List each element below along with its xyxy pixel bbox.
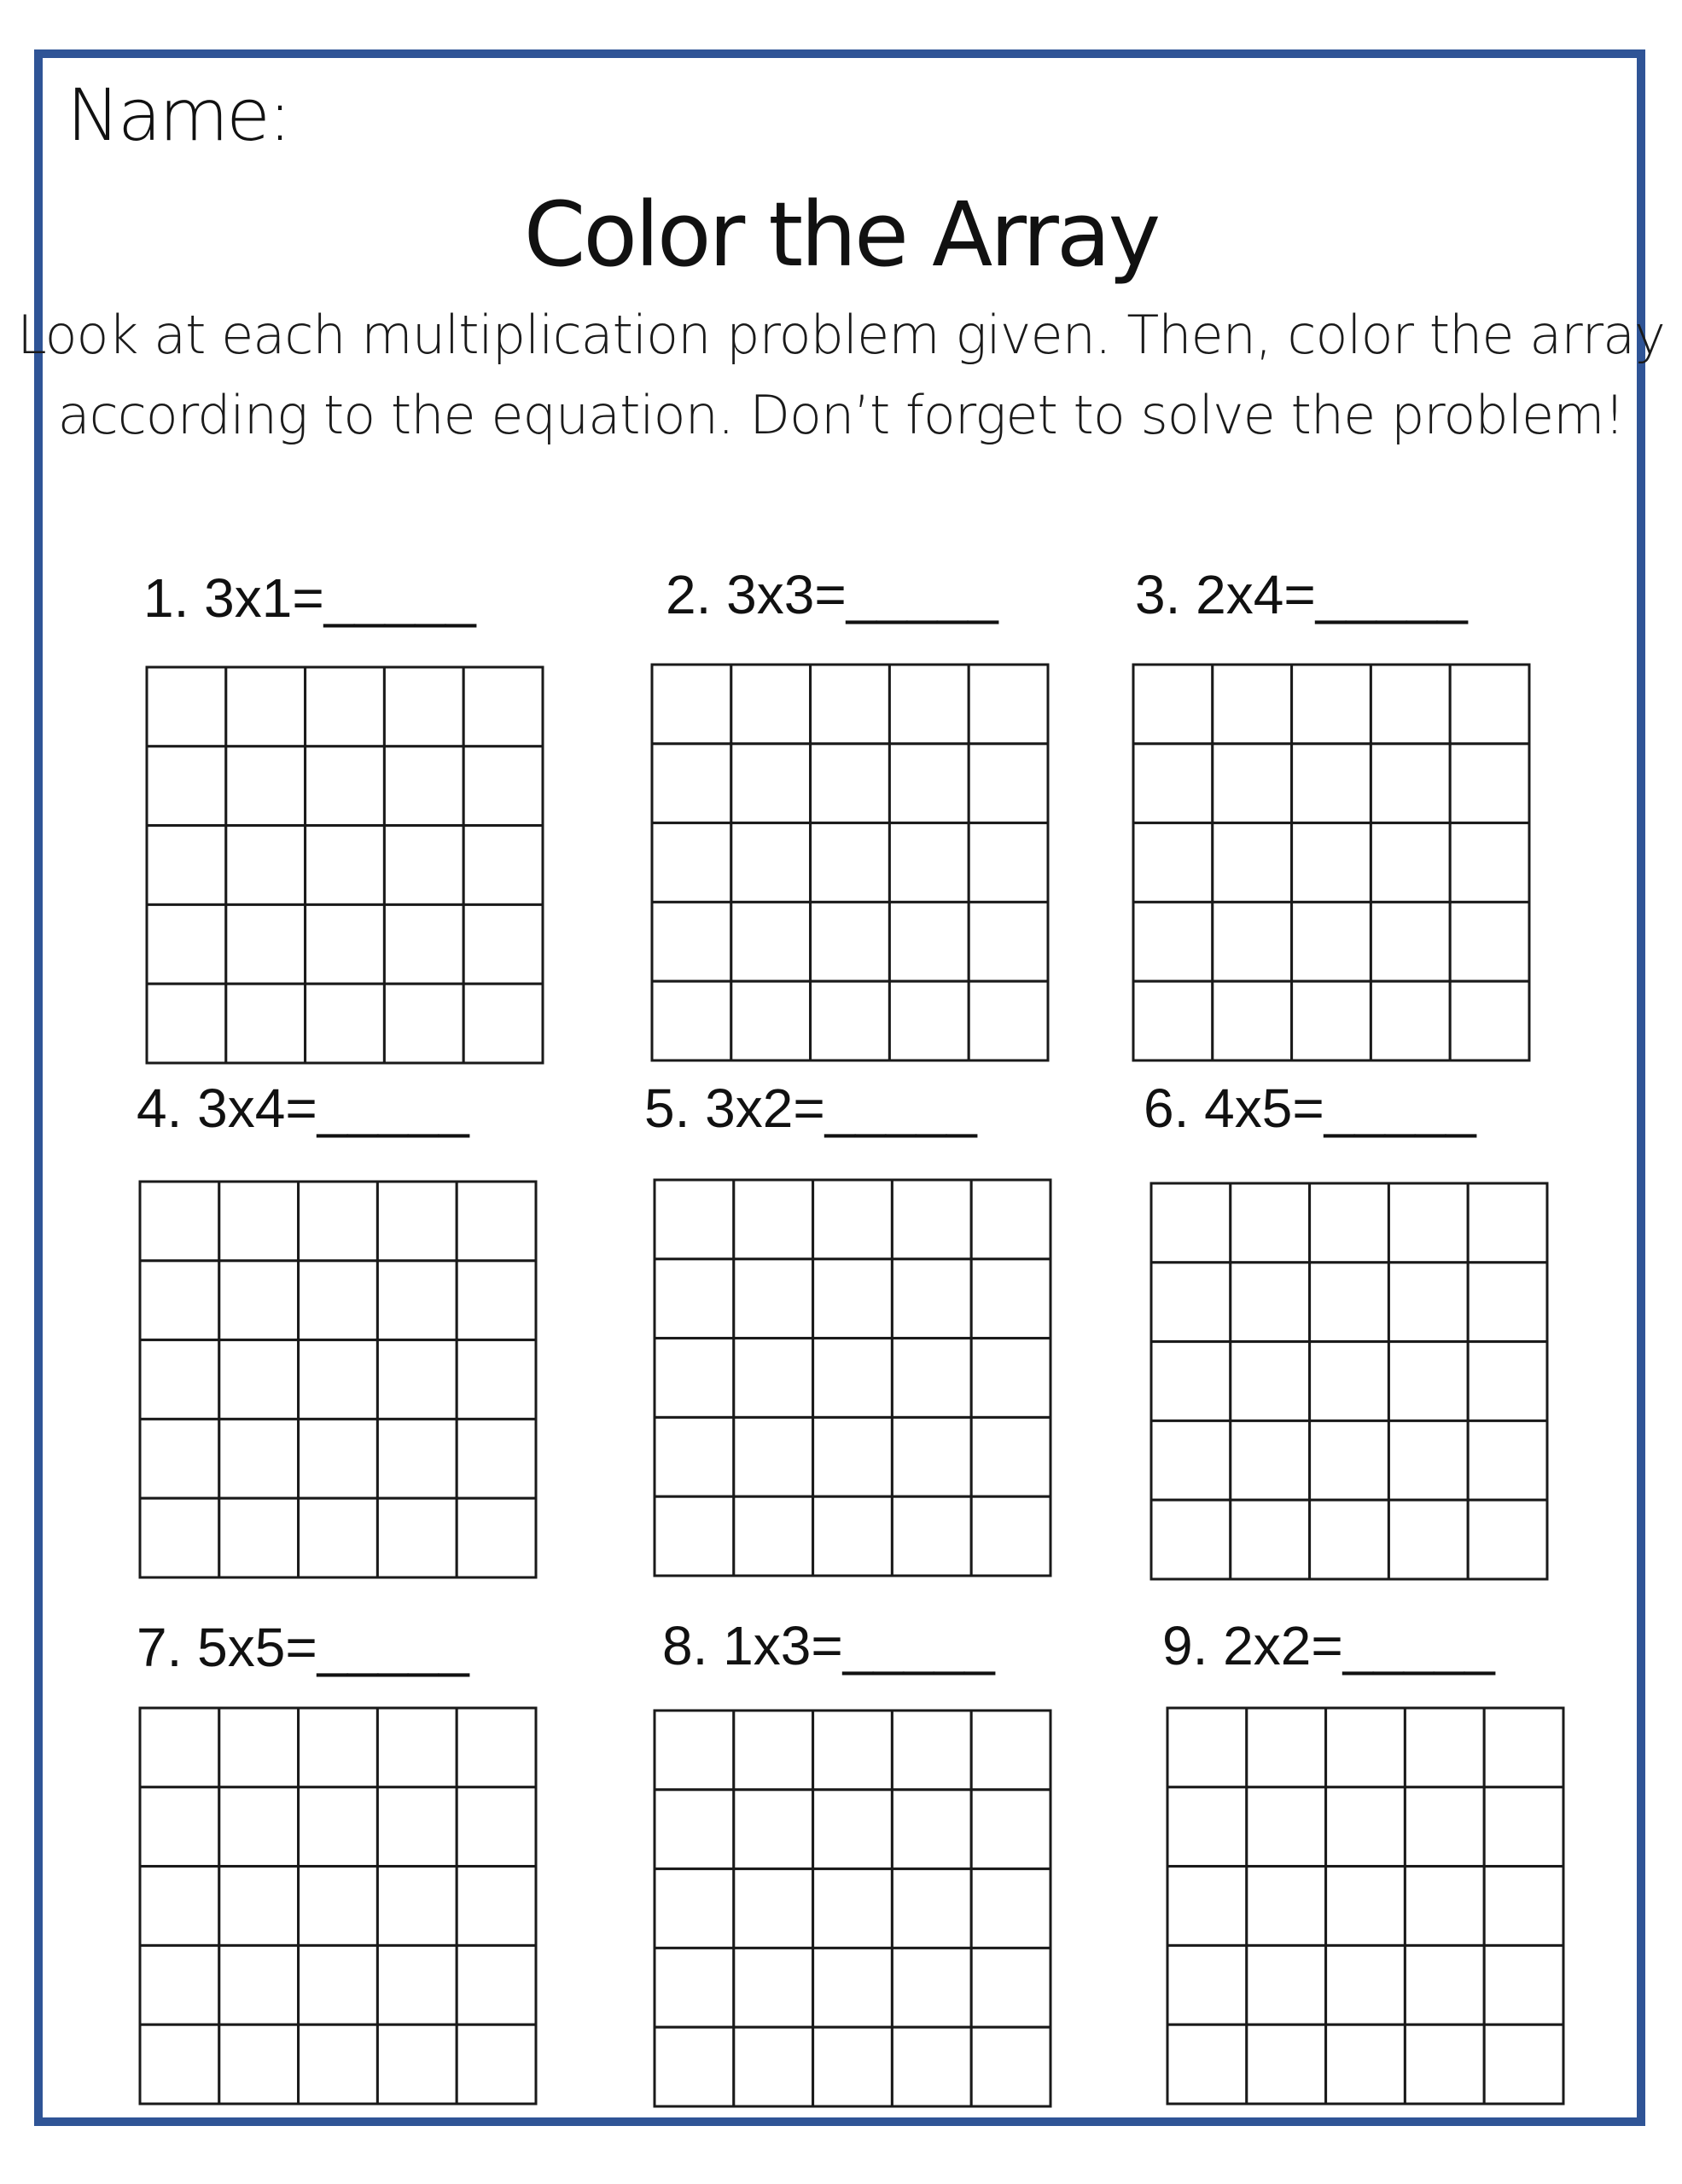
array-cell[interactable] [655, 1180, 734, 1259]
instructions-line-2: according to the equation. Don’t forget to solve the problem! [57, 384, 1625, 446]
array-cell[interactable] [1326, 1787, 1406, 1867]
array-cell[interactable] [889, 744, 969, 823]
array-cell[interactable] [1213, 744, 1292, 823]
array-cell[interactable] [1247, 1945, 1326, 2024]
array-cell[interactable] [226, 904, 306, 984]
problem-5-label: 5. 3x2=_____ [644, 1077, 977, 1139]
array-cell[interactable] [306, 746, 385, 826]
array-cell[interactable] [226, 746, 306, 826]
array-cell[interactable] [813, 1790, 893, 1869]
array-cell[interactable] [813, 1869, 893, 1949]
array-cell[interactable] [971, 1790, 1051, 1869]
array-cell[interactable] [457, 1182, 536, 1261]
array-cell[interactable] [813, 1711, 893, 1790]
array-cell[interactable] [1484, 1945, 1563, 2024]
array-cell[interactable] [1151, 1183, 1231, 1263]
array-cell[interactable] [731, 981, 811, 1060]
array-cell[interactable] [1133, 665, 1213, 744]
array-cell[interactable] [969, 823, 1048, 903]
array-cell[interactable] [1371, 744, 1450, 823]
array-cell[interactable] [463, 667, 543, 746]
array-grid-8[interactable] [653, 1709, 1052, 2108]
array-cell[interactable] [219, 1945, 299, 2024]
array-grid-svg [138, 1180, 538, 1579]
array-cell[interactable] [1450, 981, 1529, 1060]
array-grid-svg [653, 1709, 1052, 2108]
array-cell[interactable] [1151, 1342, 1231, 1421]
array-cell[interactable] [299, 1261, 378, 1340]
array-cell[interactable] [306, 826, 385, 905]
array-cell[interactable] [226, 826, 306, 905]
array-cell[interactable] [1231, 1420, 1310, 1500]
array-cell[interactable] [457, 2024, 536, 2104]
instructions-line-1: Look at each multiplication problem given. Then, color the array [17, 304, 1665, 366]
array-grid-svg [1149, 1182, 1549, 1581]
array-cell[interactable] [1388, 1342, 1468, 1421]
array-cell[interactable] [655, 1711, 734, 1790]
array-cell[interactable] [1405, 1867, 1484, 1946]
array-grid-svg [650, 663, 1050, 1062]
array-cell[interactable] [1310, 1342, 1389, 1421]
array-cell[interactable] [377, 1498, 457, 1577]
array-cell[interactable] [655, 1496, 734, 1576]
array-cell[interactable] [1450, 744, 1529, 823]
array-cell[interactable] [1247, 1867, 1326, 1946]
array-cell[interactable] [1310, 1500, 1389, 1579]
array-cell[interactable] [731, 902, 811, 981]
array-cell[interactable] [1388, 1183, 1468, 1263]
array-cell[interactable] [377, 1945, 457, 2024]
array-cell[interactable] [892, 1711, 971, 1790]
array-cell[interactable] [969, 902, 1048, 981]
array-cell[interactable] [892, 1948, 971, 2027]
array-cell[interactable] [219, 1261, 299, 1340]
array-cell[interactable] [734, 2027, 813, 2106]
array-cell[interactable] [299, 1708, 378, 1787]
array-cell[interactable] [384, 826, 463, 905]
array-cell[interactable] [1468, 1500, 1547, 1579]
array-cell[interactable] [655, 1948, 734, 2027]
array-cell[interactable] [306, 667, 385, 746]
array-cell[interactable] [892, 1790, 971, 1869]
array-cell[interactable] [219, 2024, 299, 2104]
array-grid-svg [138, 1706, 538, 2106]
array-cell[interactable] [1292, 744, 1371, 823]
array-cell[interactable] [384, 667, 463, 746]
array-cell[interactable] [1468, 1183, 1547, 1263]
array-cell[interactable] [1405, 1708, 1484, 1787]
array-cell[interactable] [734, 1790, 813, 1869]
array-cell[interactable] [1484, 1787, 1563, 1867]
array-cell[interactable] [734, 1180, 813, 1259]
array-cell[interactable] [140, 2024, 219, 2104]
array-cell[interactable] [1151, 1500, 1231, 1579]
array-cell[interactable] [1326, 1708, 1406, 1787]
array-cell[interactable] [889, 981, 969, 1060]
array-cell[interactable] [147, 904, 226, 984]
array-cell[interactable] [1388, 1500, 1468, 1579]
array-cell[interactable] [1133, 902, 1213, 981]
array-cell[interactable] [652, 744, 731, 823]
array-cell[interactable] [1133, 744, 1213, 823]
array-cell[interactable] [306, 904, 385, 984]
problem-6-label: 6. 4x5=_____ [1144, 1077, 1476, 1139]
array-cell[interactable] [147, 984, 226, 1063]
array-cell[interactable] [377, 1419, 457, 1498]
array-cell[interactable] [1468, 1420, 1547, 1500]
array-cell[interactable] [457, 1340, 536, 1420]
array-cell[interactable] [971, 1948, 1051, 2027]
problem-1-label: 1. 3x1=_____ [143, 567, 476, 629]
array-cell[interactable] [1310, 1263, 1389, 1342]
array-cell[interactable] [813, 1496, 893, 1576]
problem-8-label: 8. 1x3=_____ [662, 1615, 995, 1676]
array-cell[interactable] [1326, 1867, 1406, 1946]
problem-7-label: 7. 5x5=_____ [137, 1617, 469, 1678]
array-cell[interactable] [219, 1340, 299, 1420]
array-cell[interactable] [384, 904, 463, 984]
array-cell[interactable] [1151, 1420, 1231, 1500]
array-cell[interactable] [971, 2027, 1051, 2106]
array-cell[interactable] [1292, 981, 1371, 1060]
array-cell[interactable] [463, 904, 543, 984]
array-cell[interactable] [655, 1790, 734, 1869]
array-cell[interactable] [652, 981, 731, 1060]
array-grid-7[interactable] [138, 1706, 538, 2106]
array-cell[interactable] [734, 1259, 813, 1339]
array-cell[interactable] [892, 1496, 971, 1576]
array-cell[interactable] [892, 1180, 971, 1259]
array-cell[interactable] [655, 1869, 734, 1949]
array-cell[interactable] [306, 984, 385, 1063]
array-cell[interactable] [140, 1182, 219, 1261]
array-cell[interactable] [299, 1787, 378, 1867]
array-cell[interactable] [969, 981, 1048, 1060]
array-cell[interactable] [226, 667, 306, 746]
array-cell[interactable] [1292, 823, 1371, 903]
array-cell[interactable] [892, 1339, 971, 1418]
problem-9-label: 9. 2x2=_____ [1162, 1615, 1495, 1676]
array-cell[interactable] [734, 1496, 813, 1576]
array-cell[interactable] [1151, 1263, 1231, 1342]
array-cell[interactable] [971, 1496, 1051, 1576]
array-cell[interactable] [892, 1417, 971, 1496]
array-cell[interactable] [655, 1417, 734, 1496]
array-cell[interactable] [731, 744, 811, 823]
array-cell[interactable] [1133, 981, 1213, 1060]
array-cell[interactable] [140, 1261, 219, 1340]
array-grid-2[interactable] [650, 663, 1050, 1062]
array-cell[interactable] [1468, 1263, 1547, 1342]
array-cell[interactable] [463, 746, 543, 826]
array-cell[interactable] [140, 1419, 219, 1498]
array-cell[interactable] [299, 1340, 378, 1420]
array-cell[interactable] [652, 823, 731, 903]
array-grid-svg [1166, 1706, 1565, 2106]
array-cell[interactable] [457, 1708, 536, 1787]
array-cell[interactable] [811, 665, 890, 744]
array-cell[interactable] [892, 2027, 971, 2106]
array-grid-5[interactable] [653, 1178, 1052, 1577]
array-cell[interactable] [1326, 1945, 1406, 2024]
array-cell[interactable] [813, 1339, 893, 1418]
array-cell[interactable] [1167, 1787, 1247, 1867]
array-cell[interactable] [1326, 2024, 1406, 2104]
array-cell[interactable] [811, 744, 890, 823]
array-cell[interactable] [1484, 1708, 1563, 1787]
array-grid-svg [1132, 663, 1531, 1062]
array-cell[interactable] [811, 823, 890, 903]
array-cell[interactable] [1167, 1945, 1247, 2024]
array-cell[interactable] [731, 823, 811, 903]
array-cell[interactable] [377, 1261, 457, 1340]
array-cell[interactable] [1167, 1867, 1247, 1946]
array-cell[interactable] [734, 1417, 813, 1496]
array-cell[interactable] [299, 1182, 378, 1261]
array-cell[interactable] [971, 1711, 1051, 1790]
array-cell[interactable] [892, 1259, 971, 1339]
array-cell[interactable] [377, 1182, 457, 1261]
array-cell[interactable] [147, 667, 226, 746]
array-cell[interactable] [892, 1869, 971, 1949]
array-cell[interactable] [971, 1259, 1051, 1339]
array-cell[interactable] [457, 1945, 536, 2024]
array-cell[interactable] [1247, 2024, 1326, 2104]
array-grid-svg [145, 665, 544, 1065]
array-grid-4[interactable] [138, 1180, 538, 1579]
array-cell[interactable] [299, 1945, 378, 2024]
array-cell[interactable] [219, 1787, 299, 1867]
array-cell[interactable] [734, 1948, 813, 2027]
array-cell[interactable] [971, 1417, 1051, 1496]
array-cell[interactable] [1388, 1420, 1468, 1500]
array-cell[interactable] [734, 1869, 813, 1949]
array-cell[interactable] [1371, 981, 1450, 1060]
array-cell[interactable] [457, 1498, 536, 1577]
array-cell[interactable] [377, 1787, 457, 1867]
array-cell[interactable] [1292, 902, 1371, 981]
array-cell[interactable] [1133, 823, 1213, 903]
array-grid-1[interactable] [145, 665, 544, 1065]
array-cell[interactable] [1231, 1183, 1310, 1263]
array-cell[interactable] [1450, 823, 1529, 903]
array-cell[interactable] [299, 1419, 378, 1498]
array-cell[interactable] [1167, 1708, 1247, 1787]
array-cell[interactable] [811, 981, 890, 1060]
array-cell[interactable] [1213, 823, 1292, 903]
array-grid-6[interactable] [1149, 1182, 1549, 1581]
array-grid-svg [653, 1178, 1052, 1577]
array-cell[interactable] [1247, 1708, 1326, 1787]
array-cell[interactable] [226, 984, 306, 1063]
array-cell[interactable] [655, 1259, 734, 1339]
array-cell[interactable] [655, 1339, 734, 1418]
array-cell[interactable] [1371, 665, 1450, 744]
array-cell[interactable] [813, 1259, 893, 1339]
array-cell[interactable] [219, 1708, 299, 1787]
array-cell[interactable] [463, 984, 543, 1063]
array-cell[interactable] [384, 984, 463, 1063]
array-cell[interactable] [457, 1787, 536, 1867]
array-cell[interactable] [1231, 1342, 1310, 1421]
array-cell[interactable] [813, 1417, 893, 1496]
array-cell[interactable] [1231, 1500, 1310, 1579]
array-cell[interactable] [140, 1708, 219, 1787]
array-cell[interactable] [1213, 902, 1292, 981]
array-cell[interactable] [1247, 1787, 1326, 1867]
array-cell[interactable] [377, 1708, 457, 1787]
array-cell[interactable] [734, 1339, 813, 1418]
problem-2-label: 2. 3x3=_____ [666, 564, 998, 625]
problem-3-label: 3. 2x4=_____ [1135, 564, 1468, 625]
array-cell[interactable] [219, 1498, 299, 1577]
array-cell[interactable] [1371, 823, 1450, 903]
array-cell[interactable] [377, 1867, 457, 1946]
array-cell[interactable] [969, 744, 1048, 823]
array-cell[interactable] [889, 902, 969, 981]
array-cell[interactable] [1388, 1263, 1468, 1342]
array-cell[interactable] [971, 1869, 1051, 1949]
array-cell[interactable] [1231, 1263, 1310, 1342]
array-cell[interactable] [457, 1261, 536, 1340]
array-cell[interactable] [140, 1340, 219, 1420]
array-cell[interactable] [140, 1787, 219, 1867]
array-cell[interactable] [1450, 902, 1529, 981]
array-cell[interactable] [652, 902, 731, 981]
array-cell[interactable] [971, 1339, 1051, 1418]
array-cell[interactable] [377, 1340, 457, 1420]
problem-4-label: 4. 3x4=_____ [137, 1077, 469, 1139]
array-cell[interactable] [813, 2027, 893, 2106]
array-cell[interactable] [734, 1711, 813, 1790]
array-cell[interactable] [1468, 1342, 1547, 1421]
array-cell[interactable] [971, 1180, 1051, 1259]
array-cell[interactable] [889, 665, 969, 744]
name-label: Name: [67, 73, 290, 157]
array-cell[interactable] [299, 1867, 378, 1946]
array-cell[interactable] [377, 2024, 457, 2104]
array-cell[interactable] [813, 1180, 893, 1259]
array-cell[interactable] [1371, 902, 1450, 981]
array-cell[interactable] [1405, 2024, 1484, 2104]
array-cell[interactable] [457, 1419, 536, 1498]
array-cell[interactable] [1405, 1945, 1484, 2024]
array-cell[interactable] [1484, 2024, 1563, 2104]
array-cell[interactable] [731, 665, 811, 744]
array-cell[interactable] [1310, 1420, 1389, 1500]
array-cell[interactable] [969, 665, 1048, 744]
array-grid-3[interactable] [1132, 663, 1531, 1062]
array-cell[interactable] [652, 665, 731, 744]
array-cell[interactable] [1213, 665, 1292, 744]
array-cell[interactable] [219, 1182, 299, 1261]
array-cell[interactable] [147, 826, 226, 905]
array-cell[interactable] [384, 746, 463, 826]
array-cell[interactable] [140, 1867, 219, 1946]
array-cell[interactable] [463, 826, 543, 905]
array-cell[interactable] [813, 1948, 893, 2027]
array-cell[interactable] [1167, 2024, 1247, 2104]
array-cell[interactable] [811, 902, 890, 981]
array-cell[interactable] [889, 823, 969, 903]
array-cell[interactable] [147, 746, 226, 826]
array-cell[interactable] [1292, 665, 1371, 744]
array-cell[interactable] [1450, 665, 1529, 744]
array-cell[interactable] [299, 1498, 378, 1577]
array-cell[interactable] [457, 1867, 536, 1946]
page-title: Color the Array [523, 183, 1159, 287]
array-cell[interactable] [1484, 1867, 1563, 1946]
array-cell[interactable] [1310, 1183, 1389, 1263]
array-cell[interactable] [219, 1419, 299, 1498]
array-cell[interactable] [1213, 981, 1292, 1060]
array-cell[interactable] [140, 1945, 219, 2024]
array-cell[interactable] [655, 2027, 734, 2106]
array-cell[interactable] [299, 2024, 378, 2104]
array-cell[interactable] [1405, 1787, 1484, 1867]
array-grid-9[interactable] [1166, 1706, 1565, 2106]
array-cell[interactable] [140, 1498, 219, 1577]
array-cell[interactable] [219, 1867, 299, 1946]
